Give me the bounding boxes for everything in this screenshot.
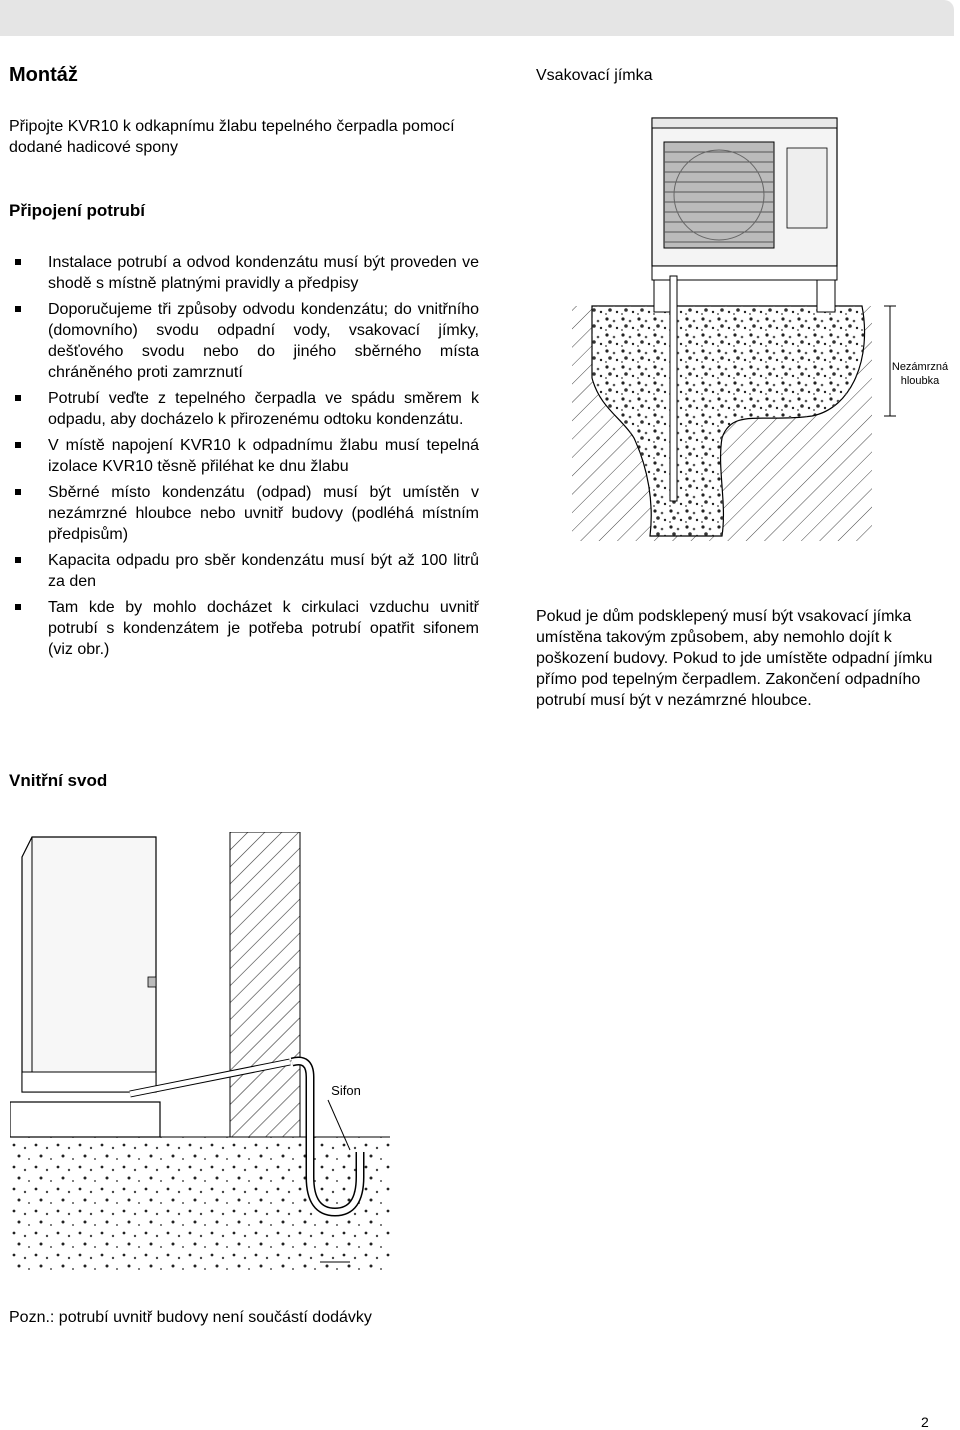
pipes-section-title: Připojení potrubí — [9, 201, 145, 220]
list-item: Tam kde by mohlo docházet k cirkulaci vzduchu uvnitř potrubí s kondenzátem je potřeba potrubí opatřit sifonem (viz obr.) — [15, 597, 479, 660]
indoor-drain-title: Vnitřní svod — [9, 771, 108, 790]
frost-depth-label: Nezámrzná — [891, 361, 949, 373]
bullet-icon — [15, 259, 21, 265]
soakaway-figure — [572, 108, 952, 548]
siphon-label: Sifon — [331, 1083, 361, 1098]
pipes-bullet-list — [15, 252, 479, 665]
soakaway-title: Vsakovací jímka — [536, 67, 653, 84]
soakaway-text: Pokud je dům podsklepený musí být vsakovací jímka umístěna takovým způsobem, aby nemohlo dojít k poškození budovy. Pokud to jde umístěte odpadní jímku přímo pod tepelným čerpadlem. Zakončení odpadního potrubí musí být v nezámrzné hloubce. — [536, 608, 933, 709]
intro-text: Připojte KVR10 k odkapnímu žlabu tepelného čerpadla pomocí dodané hadicové spony — [9, 118, 455, 156]
list-item: Kapacita odpadu pro sběr kondenzátu musí být až 100 litrů za den — [15, 550, 479, 592]
bullet-icon — [15, 604, 21, 610]
list-item: Doporučujeme tři způsoby odvodu kondenzátu; do vnitřního (domovního) svodu odpadní vody, vsakovací jímky, dešťového svodu nebo do jiného sběrného místa chráněného proti zamrznutí — [15, 299, 479, 383]
page-header-bar — [0, 0, 954, 36]
list-item: V místě napojení KVR10 k odpadnímu žlabu musí tepelná izolace KVR10 těsně přiléhat ke dnu žlabu — [15, 435, 479, 477]
bullet-icon — [15, 306, 21, 312]
page-title: Montáž — [9, 64, 78, 86]
frost-depth-label-2: hloubka — [900, 375, 940, 387]
list-item: Instalace potrubí a odvod kondenzátu musí být proveden ve shodě s místně platnými pravidly a předpisy — [15, 252, 479, 294]
page-number: 2 — [921, 1414, 929, 1430]
note-text: Pozn.: potrubí uvnitř budovy není součástí dodávky — [9, 1309, 372, 1326]
bullet-icon — [15, 442, 21, 448]
bullet-icon — [15, 395, 21, 401]
bullet-icon — [15, 489, 21, 495]
indoor-drain-figure — [10, 832, 390, 1272]
list-item: Potrubí veďte z tepelného čerpadla ve spádu směrem k odpadu, aby docházelo k přirozenému odtoku kondenzátu. — [15, 388, 479, 430]
bullet-icon — [15, 557, 21, 563]
list-item: Sběrné místo kondenzátu (odpad) musí být umístěn v nezámrzné hloubce nebo uvnitř budovy (podléhá místním předpisům) — [15, 482, 479, 545]
